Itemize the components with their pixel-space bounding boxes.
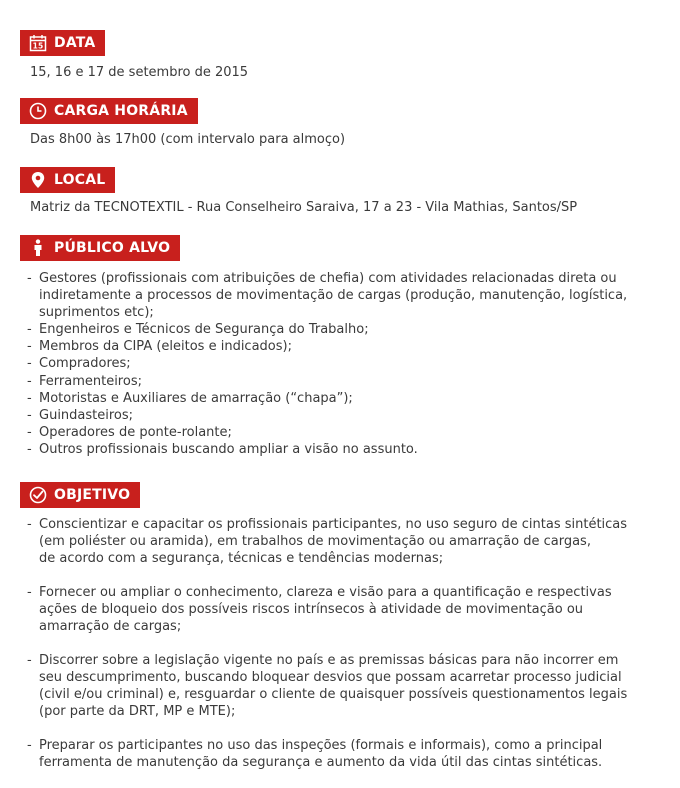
clock-icon xyxy=(28,101,48,121)
section-title-carga-horaria: CARGA HORÁRIA xyxy=(54,103,188,119)
svg-text:15: 15 xyxy=(32,41,44,51)
section-header-publico-alvo xyxy=(20,235,180,261)
section-header-data xyxy=(20,30,105,56)
list-item: - Engenheiros e Técnicos de Segurança do Trabalho; xyxy=(27,321,627,338)
list-item: - Conscientizar e capacitar os profissionais participantes, no uso seguro de cintas sintéticas (em poliéster ou aramida), em trabalhos de movimentação ou amarração de cargas, de acordo com a segurança, técnicas e tendências modernas; xyxy=(27,516,627,567)
list-item: - Discorrer sobre a legislação vigente no país e as premissas básicas para não incorrer em seu descumprimento, buscando bloquear desvios que possam acarretar processo judicial (civil e/ou criminal) e, resguardar o cliente de quaisquer possíveis questionamentos legais (por parte da DRT, MP e MTE); xyxy=(27,652,627,720)
section-header-objetivo xyxy=(20,482,140,508)
map-pin-icon xyxy=(28,170,48,190)
list-item: - Membros da CIPA (eleitos e indicados); xyxy=(27,338,627,355)
calendar-icon xyxy=(28,33,48,53)
list-item: - Ferramenteiros; xyxy=(27,373,627,390)
check-circle-icon xyxy=(28,485,48,505)
section-title-publico-alvo: PÚBLICO ALVO xyxy=(54,240,171,256)
publico-alvo-list xyxy=(27,270,627,458)
section-header-local xyxy=(20,167,115,193)
section-title-data: DATA xyxy=(54,35,96,51)
section-title-local: LOCAL xyxy=(54,172,106,188)
list-item: - Compradores; xyxy=(27,355,627,372)
list-item: - Fornecer ou ampliar o conhecimento, clareza e visão para a quantificação e respectivas ações de bloqueio dos possíveis riscos intrínsecos à atividade de movimentação ou amarração de cargas; xyxy=(27,584,627,635)
local-text: Matriz da TECNOTEXTIL - Rua Conselheiro Saraiva, 17 a 23 - Vila Mathias, Santos/SP xyxy=(30,200,578,215)
list-item: - Outros profissionais buscando ampliar a visão no assunto. xyxy=(27,441,627,458)
section-title-objetivo: OBJETIVO xyxy=(54,487,131,503)
list-item: - Guindasteiros; xyxy=(27,407,627,424)
list-item: - Motoristas e Auxiliares de amarração (“chapa”); xyxy=(27,390,627,407)
carga-horaria-text: Das 8h00 às 17h00 (com intervalo para almoço) xyxy=(30,132,346,147)
list-item: - Operadores de ponte-rolante; xyxy=(27,424,627,441)
objetivo-list xyxy=(27,516,627,788)
list-item: - Preparar os participantes no uso das inspeções (formais e informais), como a principal ferramenta de manutenção da segurança e aumento da vida útil das cintas sintéticas. xyxy=(27,737,627,771)
data-text: 15, 16 e 17 de setembro de 2015 xyxy=(30,65,249,80)
person-icon xyxy=(28,238,48,258)
section-header-carga-horaria xyxy=(20,98,198,124)
list-item: - Gestores (profissionais com atribuições de chefia) com atividades relacionadas direta ou indiretamente a processos de movimentação de cargas (produção, manutenção, logística, suprimentos etc); xyxy=(27,270,627,321)
